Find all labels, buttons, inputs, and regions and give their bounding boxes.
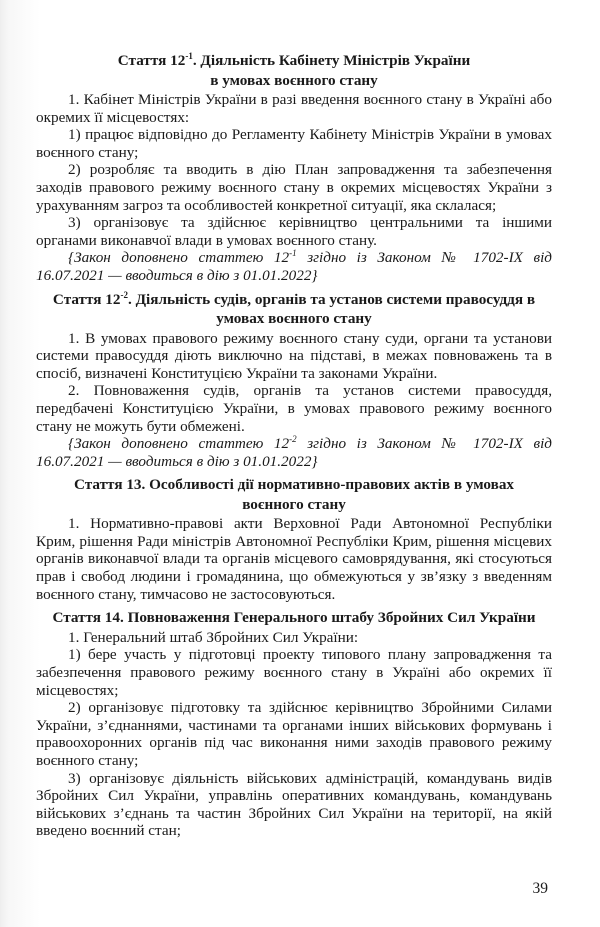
article-heading-line2: в умовах воєнного стану (210, 71, 378, 89)
article-12-2 (36, 291, 552, 471)
article-heading-line2: воєнного стану (242, 495, 346, 513)
paragraph: 1. Нормативно-правові акти Верховної Ради Автономної Республіки Крим, рішення Ради міністрів Автономної Республіки Крим, рішення місцевих органів виконавчої влади та органів місцевого самоврядування, які стосуються прав і свобод людини і громадянина, що обмежуються у зв’язку з введенням воєнного стану, тимчасово не застосовуються. (36, 515, 552, 603)
paragraph: 1) працює відповідно до Регламенту Кабінету Міністрів України в умовах воєнного стану; (36, 126, 552, 161)
paragraph: 2. Повноваження судів, органів та установ системи правосуддя, передбачені Конституцією України, в умовах правового режиму воєнного стану не можуть бути обмежені. (36, 382, 552, 435)
amendment-note: {Закон доповнено статтею $12^{-2}$ згідно із Законом № 1702-IX від 16.07.2021 — вводиться в дію з 01.01.2022} (36, 434, 552, 470)
article-heading: Стаття $12^{-1}$. Діяльність Кабінету Міністрів України (117, 50, 471, 69)
article-14 (36, 609, 552, 840)
amendment-note: {Закон доповнено статтею $12^{-1}$ згідно із Законом № 1702-IX від 16.07.2021 — вводиться в дію з 01.01.2022} (36, 248, 552, 284)
paragraph: 1. В умовах правового режиму воєнного стану суди, органи та установи системи правосуддя діють виключно на підставі, в межах повноважень та в спосіб, визначені Конституцією України та законами України. (36, 329, 552, 382)
article-heading: Стаття 14. Повноваження Генерального штабу Збройних Сил України (52, 609, 536, 627)
article-heading-line2: умовах воєнного стану (216, 310, 372, 328)
paragraph: 3) організовує та здійснює керівництво центральними та іншими органами виконавчої влади в умовах воєнного стану. (36, 214, 552, 249)
paragraph: 1) бере участь у підготовці проекту типового плану запровадження та забезпечення правового режиму воєнного стану в Україні або окремих її місцевостях; (36, 646, 552, 699)
paragraph: 2) організовує підготовку та здійснює керівництво Збройними Силами України, з’єднаннями, частинами та органами інших військових формувань і правоохоронних органів під час виконання ними заходів правового режиму воєнного стану; (36, 699, 552, 769)
article-heading: Стаття 13. Особливості дії нормативно-правових актів в умовах (73, 476, 515, 494)
article-heading: Стаття $12^{-2}$. Діяльність судів, органів та установ системи правосуддя в (52, 289, 536, 308)
paragraph: 1. Генеральний штаб Збройних Сил України: (68, 628, 359, 646)
page-number: 39 (532, 880, 548, 897)
paragraph: 1. Кабінет Міністрів України в разі введення воєнного стану в Україні або окремих її місцевостях: (36, 91, 552, 126)
article-13 (36, 476, 552, 603)
paragraph: 2) розробляє та вводить в дію План запровадження та забезпечення заходів правового режиму воєнного стану в окремих місцевостях України з урахуванням загроз та особливостей конкретної ситуації, яка склалася; (36, 161, 552, 214)
article-12-1 (36, 52, 552, 285)
paragraph: 3) організовує діяльність військових адміністрацій, командувань видів Збройних Сил України, управлінь оперативних командувань, командувань військових з’єднань та частин Збройних Сил України на території, на якій введено воєнний стан; (36, 769, 552, 840)
